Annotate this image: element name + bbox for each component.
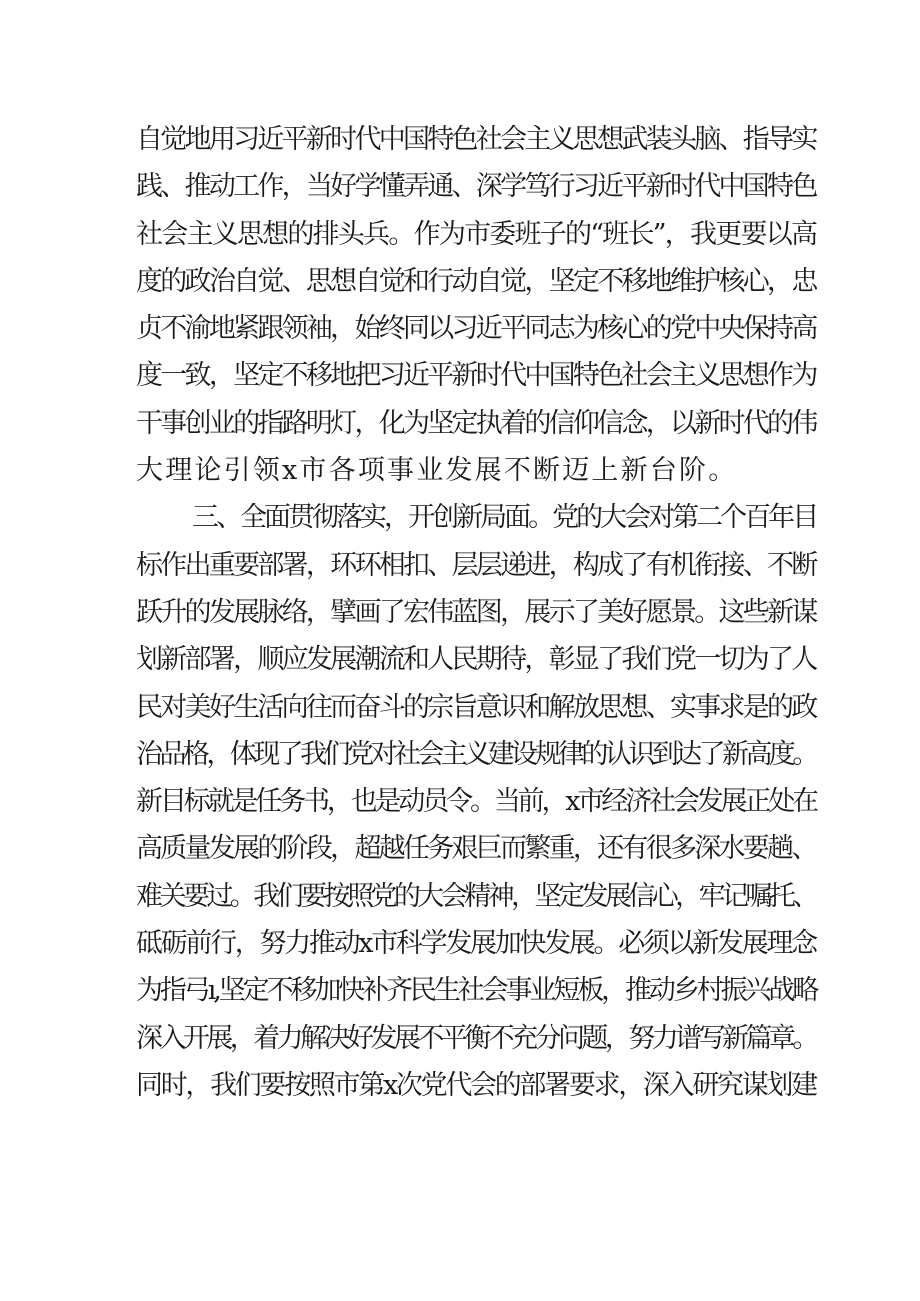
text-line: 度一致，坚定不移地把习近平新时代中国特色社会主义思想作为 bbox=[136, 360, 816, 392]
text-line: 标作出重要部署，环环相扣、层层递进，构成了有机衔接、不断 bbox=[136, 549, 816, 581]
text-line: 贞不渝地紧跟领袖，始终同以习近平同志为核心的党中央保持高 bbox=[136, 313, 816, 345]
text-line: 新目标就是任务书，也是动员令。当前，x市经济社会发展正处在 bbox=[136, 786, 817, 818]
text-line: 砥砺前行，努力推动x市科学发展加快发展。必须以新发展理念 bbox=[136, 928, 816, 960]
section-heading-line: 三、全面贯彻落实，开创新局面。党的大会对第二个百年目 bbox=[192, 502, 817, 534]
text-line: 度的政治自觉、思想自觉和行动自觉，坚定不移地维护核心，忠 bbox=[136, 265, 816, 297]
text-line: 干事创业的指路明灯，化为坚定执着的信仰信念，以新时代的伟 bbox=[136, 407, 816, 439]
text-line: 同时，我们要按照市第x次党代会的部署要求，深入研究谋划建 bbox=[136, 1069, 816, 1101]
text-line: 跃升的发展脉络，擘画了宏伟蓝图，展示了美好愿景。这些新谋 bbox=[136, 596, 816, 628]
text-line: 为指弓ı,坚定不移加快补齐民生社会事业短板，推动乡村振兴战略 bbox=[136, 975, 817, 1007]
body-text bbox=[136, 116, 816, 1109]
text-line: 难关要过。我们要按照党的大会精神，坚定发展信心，牢记嘱托、 bbox=[136, 880, 816, 912]
text-line: 自觉地用习近平新时代中国特色社会主义思想武装头脑、指导实 bbox=[136, 124, 816, 155]
text-line: 民对美好生活向往而奋斗的宗旨意识和解放思想、实事求是的政 bbox=[136, 691, 816, 723]
text-line: 划新部署，顺应发展潮流和人民期待，彰显了我们党一切为了人 bbox=[136, 644, 816, 676]
text-line: 社会主义思想的排头兵。作为市委班子的“班长”，我更要以高 bbox=[136, 218, 817, 250]
text-line: 高质量发展的阶段，超越任务艰巨而繁重，还有很多深水要趟、 bbox=[136, 833, 816, 865]
text-line: 深入开展，着力解决好发展不平衡不充分问题，努力谱写新篇章。 bbox=[136, 1022, 816, 1054]
text-line: 践、推动工作，当好学懂弄通、深学笃行习近平新时代中国特色 bbox=[136, 171, 816, 203]
text-line: 大理论引领x市各项事业发展不断迈上新台阶。 bbox=[136, 455, 738, 487]
text-line: 治品格，体现了我们党对社会主义建设规律的认识到达了新高度。 bbox=[136, 738, 816, 770]
